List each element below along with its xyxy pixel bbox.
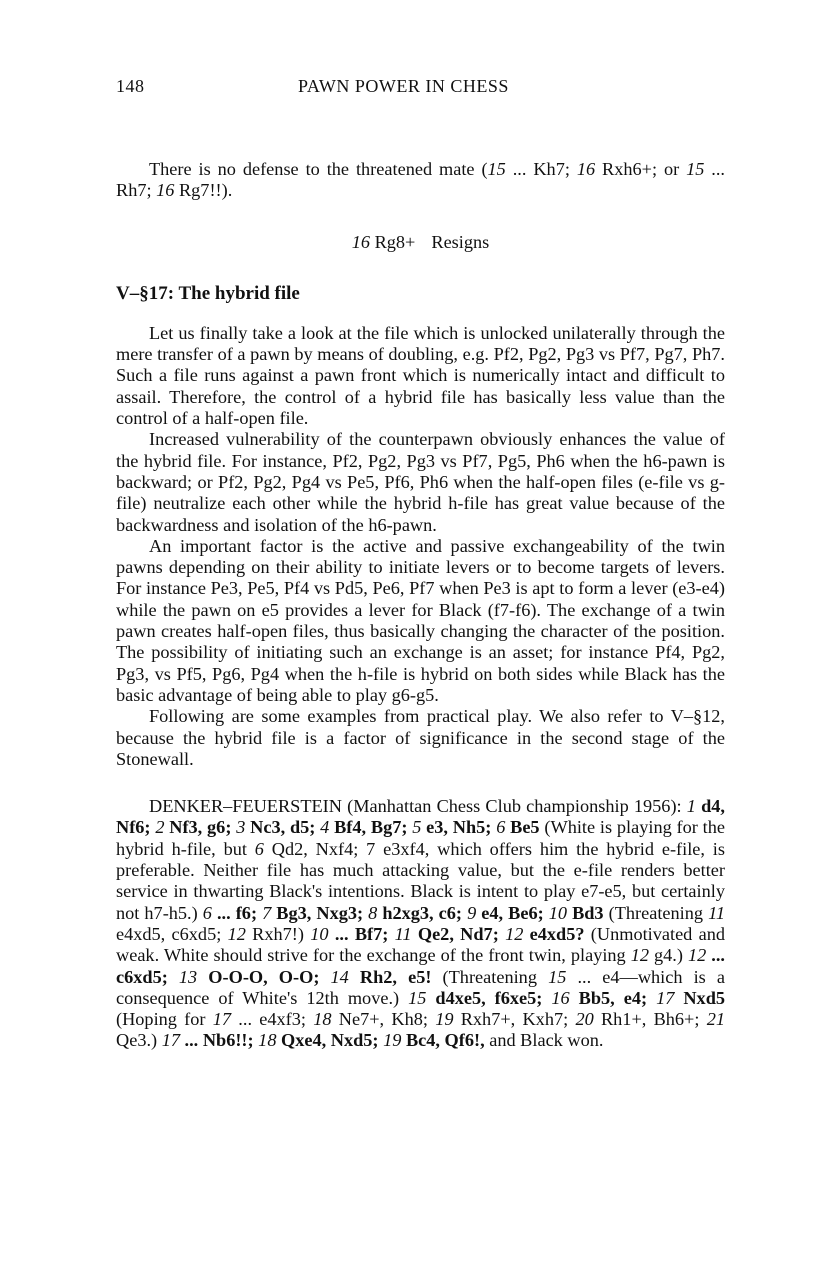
game-text: DENKER–FEUERSTEIN (Manhattan Chess Club championship 1956): [149, 796, 687, 817]
game-text: Qe3.) [116, 1030, 162, 1051]
game-move: Nxd5 [674, 987, 726, 1008]
game-result: Resigns [431, 231, 490, 252]
game-paragraph [116, 796, 725, 1052]
move-number: 15 [487, 159, 506, 179]
game-move: ... Nb6!!; [179, 1030, 259, 1051]
move-number: 5 [412, 817, 422, 838]
game-move: e4, Be6; [476, 902, 549, 923]
move-number: 15 [686, 159, 705, 179]
game-move: Nf3, g6; [164, 817, 237, 838]
game-move: Rh2, e5! [348, 966, 432, 987]
game-text: (Unmotivated and weak. White should strive for the exchange of the front twin, playing [116, 923, 726, 966]
game-move: Bc4, Qf6!, [401, 1030, 485, 1051]
game-move: ... Bf7; [328, 923, 395, 944]
game-move: ... f6; [211, 902, 263, 923]
move-number: 12 [227, 923, 246, 944]
move-number: 7 [262, 902, 272, 923]
move-number: 17 [656, 987, 675, 1008]
move-number: 19 [383, 1030, 402, 1051]
intro-text: Rg7!!). [174, 180, 233, 201]
game-move: Bg3, Nxg3; [271, 902, 369, 923]
body-paragraph: Let us finally take a look at the file which is unlocked unilaterally through the mere transfer of a pawn by means of doubling, e.g. Pf2, Pg2, Pg3 vs Pf7, Pg7, Ph7. Such a file runs against a pawn front which is numerically intact and difficult to assail. Therefore, the control of a hybrid file has basically less value than the control of a half-open file. [116, 322, 725, 429]
move-number: 15 [548, 966, 567, 987]
move-number: 12 [505, 923, 524, 944]
game-text: (Threatening [603, 902, 709, 923]
intro-paragraph [116, 159, 725, 202]
game-move: d4, Nf6; [116, 796, 725, 838]
move-number: 2 [155, 817, 165, 838]
game-move: Bf4, Bg7; [329, 817, 413, 838]
move-number: 12 [687, 945, 707, 966]
move-number: 21 [706, 1009, 725, 1030]
game-move: h2xg3, c6; [377, 902, 468, 923]
move-number: 3 [236, 817, 246, 838]
move-number: 16 [576, 159, 596, 179]
move-number: 10 [310, 923, 329, 944]
game-text: g4.) [649, 945, 688, 966]
game-move: Qxe4, Nxd5; [276, 1030, 384, 1051]
book-page [116, 76, 725, 1052]
move-number: 6 [202, 902, 212, 923]
game-text: ... e4—which is a consequence of White's 12th move.) [116, 966, 726, 1008]
move-number: 20 [575, 1009, 594, 1030]
move-number: 16 [351, 231, 370, 252]
move-number: 17 [212, 1009, 232, 1030]
game-text: Rxh7!) [245, 923, 311, 944]
intro-text: Rxh6+; or [595, 159, 687, 179]
move-number: 4 [320, 817, 330, 838]
move-number: 9 [467, 902, 477, 923]
move-number: 8 [368, 902, 378, 923]
game-text: Ne7+, Kh8; [331, 1009, 436, 1030]
game-text: Rh1+, Bh6+; [593, 1009, 707, 1030]
move-number: 11 [394, 923, 412, 944]
game-move: Bb5, e4; [569, 987, 657, 1008]
move-number: 13 [178, 966, 198, 987]
move-number: 10 [548, 902, 568, 923]
body-paragraph: An important factor is the active and passive exchangeability of the twin pawns depending on their ability to initiate levers or to become targets of levers. For instance Pe3, Pe5, Pf4 vs Pd5, Pe6, Pf7 when Pe3 is apt to form a lever (e3-e4) while the pawn on e5 provides a lever for Black (f7-f6). The exchange of a twin pawn creates half-open files, thus basically changing the character of the position. The possibility of initiating such an exchange is an asset; for instance Pf4, Pg2, Pg3, vs Pf5, Pg6, Pg4 when the h-file is hybrid on both sides while Black has the basic advantage of being able to play g6-g5. [116, 535, 725, 705]
intro-text: ... Rh7; [116, 159, 725, 201]
game-text: ... e4xf3; [231, 1009, 314, 1030]
move-number: 1 [686, 796, 696, 817]
page-number: 148 [116, 76, 145, 96]
page-content [116, 159, 725, 1052]
running-title: PAWN POWER IN CHESS [298, 76, 509, 96]
game-move: e3, Nh5; [421, 817, 497, 838]
move-number: 16 [551, 987, 570, 1008]
game-text: e4xd5, c6xd5; [116, 923, 228, 944]
move-number: 14 [330, 966, 349, 987]
game-move: Be5 [505, 817, 540, 838]
page-header [116, 76, 725, 100]
move-number: 6 [496, 817, 506, 838]
body-paragraph: Following are some examples from practical play. We also refer to V–§12, because the hybrid file is a factor of significance in the second stage of the Stonewall. [116, 706, 725, 769]
game-move: d4xe5, f6xe5; [426, 987, 552, 1008]
move-number: 16 [156, 180, 175, 201]
game-move: Nc3, d5; [245, 817, 321, 838]
game-move: O-O-O, O-O; [197, 966, 331, 987]
final-move-line [116, 232, 725, 253]
game-text: (Threatening [431, 966, 549, 987]
move-number: 6 [254, 838, 264, 859]
game-text: Qd2, Nxf4; 7 e3xf4, which offers him the hybrid e-file, is preferable. Neither file has much attacking value, but the e-file renders better service in thwarting Black's intentions. Black is intent to play e7-e5, but certainly not h7-h5.) [116, 838, 725, 923]
move-number: 17 [161, 1030, 180, 1051]
game-move: Qe2, Nd7; [411, 923, 506, 944]
move-number: 12 [630, 945, 649, 966]
move-number: 15 [408, 987, 427, 1008]
game-text: and Black won. [484, 1030, 604, 1051]
intro-text: ... Kh7; [505, 159, 577, 179]
game-move: ... c6xd5; [116, 945, 725, 987]
section-heading: V–§17: The hybrid file [116, 282, 300, 304]
game-text: Rxh7+, Kxh7; [453, 1009, 576, 1030]
move-number: 11 [708, 902, 726, 923]
game-move: Bd3 [567, 902, 604, 923]
final-move: Rg8+ [374, 231, 416, 252]
move-number: 18 [313, 1009, 332, 1030]
game-text: (White is playing for the hybrid h-file, but [116, 817, 725, 859]
game-text: (Hoping for [116, 1009, 213, 1030]
intro-text: There is no defense to the threatened mate ( [149, 159, 488, 179]
game-move: e4xd5? [523, 923, 585, 944]
move-number: 18 [258, 1030, 277, 1051]
body-paragraph: Increased vulnerability of the counterpawn obviously enhances the value of the hybrid file. For instance, Pf2, Pg2, Pg3 vs Pf7, Pg5, Ph6 when the h6-pawn is backward; or Pf2, Pg2, Pg4 vs Pe5, Pf6, Ph6 when the half-open files (e-file vs g-file) neutralize each other while the hybrid h-file has great value because of the backwardness and isolation of the h6-pawn. [116, 429, 725, 535]
move-number: 19 [435, 1009, 454, 1030]
